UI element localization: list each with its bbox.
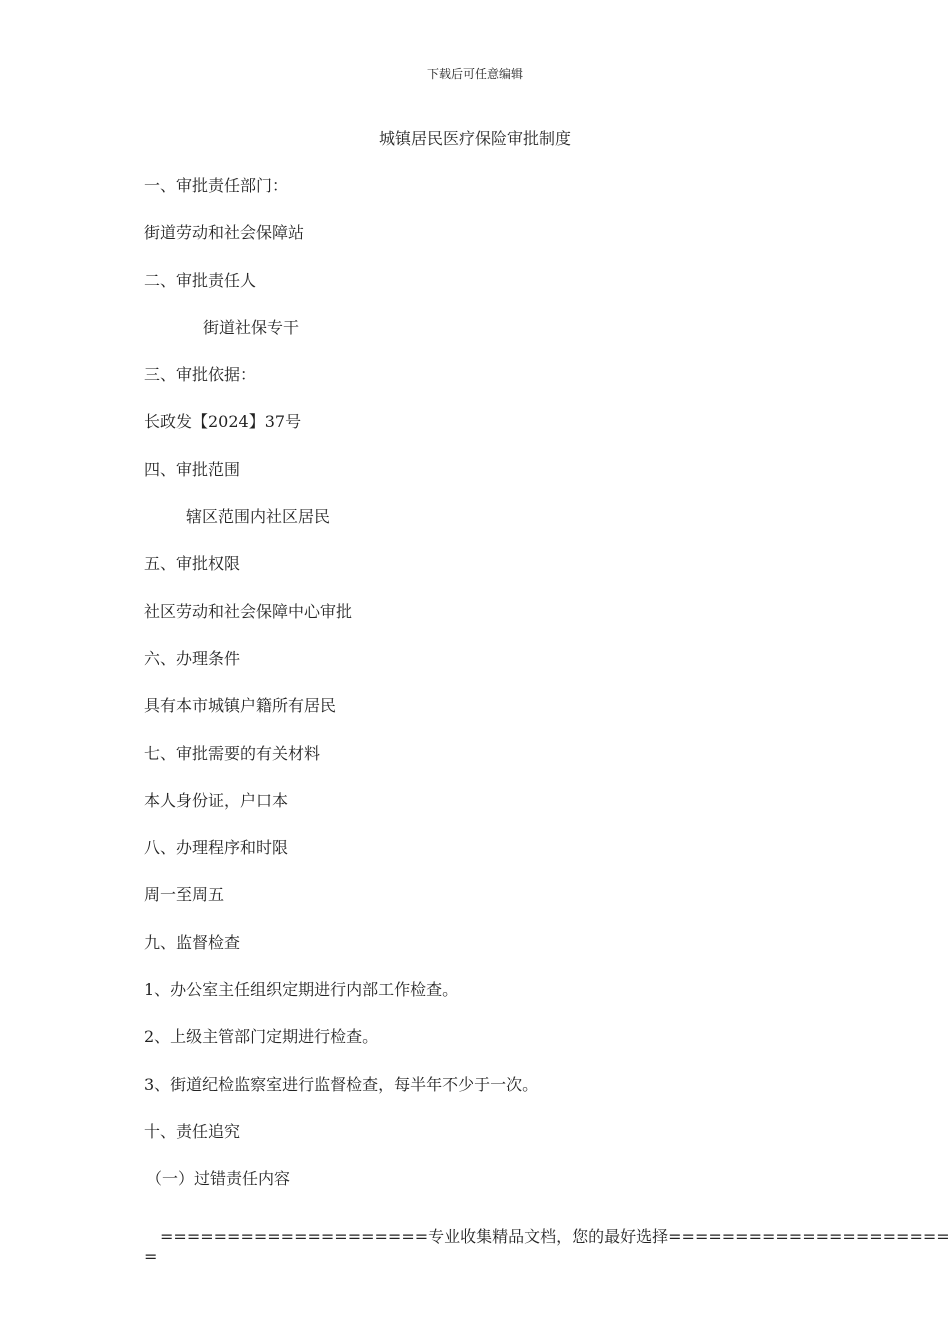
- section-heading-8: 八、办理程序和时限: [144, 838, 289, 858]
- section-heading-6: 六、办理条件: [144, 648, 241, 668]
- paragraph: 本人身份证，户口本: [144, 790, 289, 810]
- section-heading-10: 十、责任追究: [144, 1121, 241, 1141]
- section-heading-4: 四、审批范围: [144, 459, 241, 479]
- page-footer: [144, 1227, 950, 1267]
- list-item: 3、街道纪检监察室进行监督检查，每半年不少于一次。: [144, 1074, 539, 1094]
- document-body: [144, 176, 824, 1217]
- section-heading-1: 一、审批责任部门：: [144, 176, 289, 195]
- paragraph: 街道劳动和社会保障站: [144, 223, 305, 243]
- footer-line-continuation: =: [144, 1247, 158, 1266]
- list-item: 2、上级主管部门定期进行检查。: [144, 1027, 379, 1047]
- paragraph: 长政发【2024】37号: [144, 412, 302, 432]
- document-title: 城镇居民医疗保险审批制度: [378, 129, 571, 148]
- paragraph: 辖区范围内社区居民: [186, 507, 331, 527]
- section-heading-2: 二、审批责任人: [144, 270, 257, 290]
- paragraph: 具有本市城镇户籍所有居民: [144, 696, 337, 716]
- section-heading-9: 九、监督检查: [144, 932, 241, 952]
- list-item: 1、办公室主任组织定期进行内部工作检查。: [144, 980, 459, 1000]
- paragraph: 街道社保专干: [203, 317, 300, 337]
- paragraph: 周一至周五: [144, 885, 225, 905]
- section-heading-7: 七、审批需要的有关材料: [144, 743, 321, 763]
- paragraph: 社区劳动和社会保障中心审批: [144, 601, 353, 621]
- section-heading-5: 五、审批权限: [144, 554, 241, 574]
- page-header: 下载后可任意编辑: [426, 67, 523, 81]
- footer-line: ====================专业收集精品文档，您的最好选择=====================: [160, 1227, 950, 1246]
- section-heading-3: 三、审批依据：: [144, 365, 257, 385]
- sub-heading: （一）过错责任内容: [146, 1169, 291, 1189]
